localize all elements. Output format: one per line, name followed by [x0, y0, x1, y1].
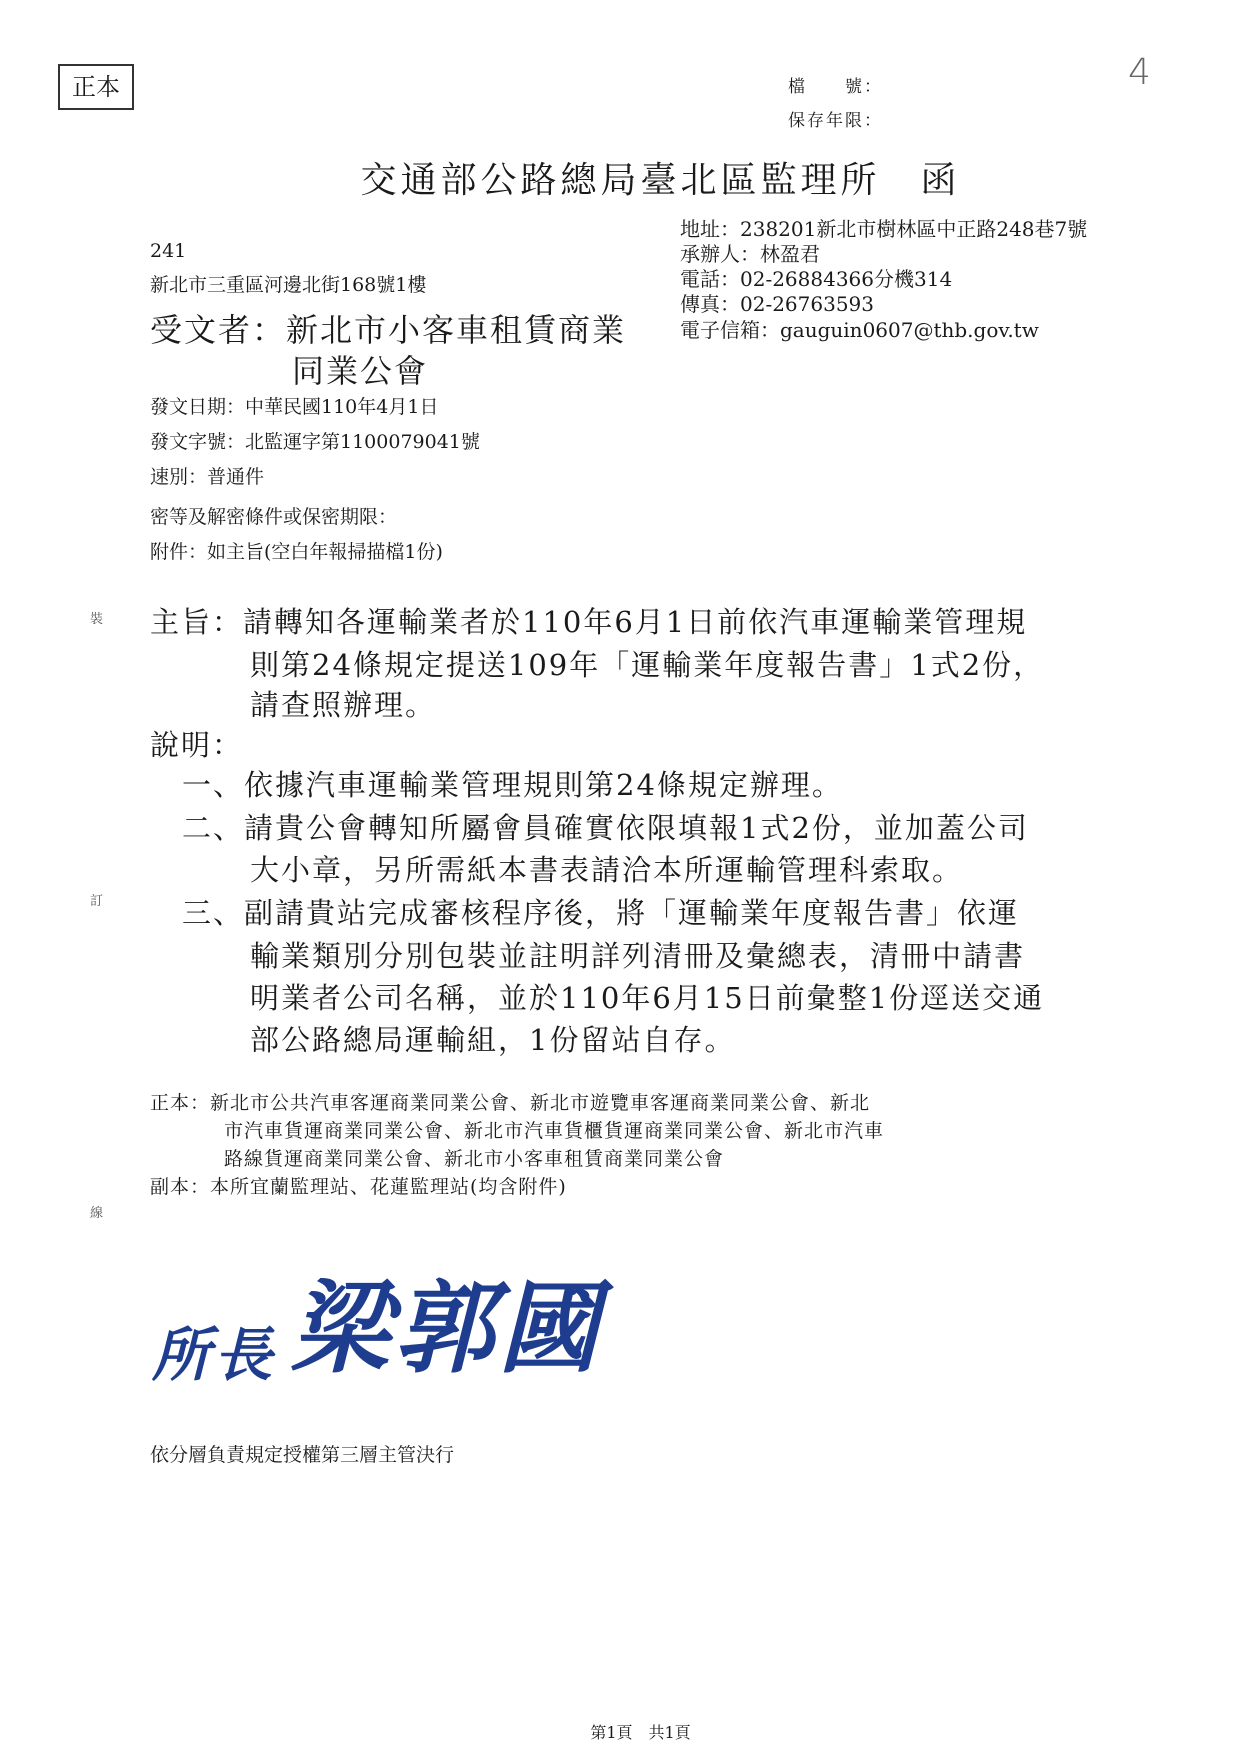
sender-phone: 電話：02-26884366分機314: [680, 267, 953, 291]
explanation-heading: 說明：: [150, 728, 244, 762]
sender-email: 電子信箱：gauguin0607@thb.gov.tw: [680, 318, 1039, 342]
original-recipients-line-3: 路線貨運商業同業公會、新北市小客車租賃商業同業公會: [224, 1148, 725, 1170]
subject-line-2: 則第24條規定提送109年「運輸業年度報告書」1式2份，: [250, 648, 1045, 682]
handwritten-page-number: 4: [1128, 52, 1151, 93]
delegation-note: 依分層負責規定授權第三層主管決行: [150, 1444, 455, 1466]
binding-mark-zhuang: 裝: [90, 612, 104, 627]
copy-type-stamp: 正本: [58, 64, 134, 110]
explanation-item-3-cont-1: 輸業類別分別包裝並註明詳列清冊及彙總表，清冊中請書: [250, 939, 1026, 973]
issue-date: 發文日期：中華民國110年4月1日: [150, 396, 439, 418]
document-title: 交通部公路總局臺北區監理所 函: [360, 160, 961, 201]
page-footer: 第1頁 共1頁: [590, 1723, 691, 1742]
director-signature: [152, 1248, 602, 1392]
retention-label: 保存年限：: [788, 111, 883, 131]
sender-address: 地址：238201新北市樹林區中正路248巷7號: [680, 217, 1088, 241]
explanation-item-2: 二、請貴公會轉知所屬會員確實依限填報1式2份，並加蓋公司: [182, 811, 1029, 845]
binding-mark-xian: 線: [90, 1206, 104, 1221]
explanation-item-3-cont-3: 部公路總局運輸組，1份留站自存。: [250, 1023, 736, 1057]
original-recipients-line-2: 市汽車貨運商業同業公會、新北市汽車貨櫃貨運商業同業公會、新北市汽車: [224, 1120, 885, 1142]
copy-recipients: 副本：本所宜蘭監理站、花蓮監理站(均含附件): [150, 1176, 567, 1198]
priority: 速別：普通件: [150, 466, 265, 488]
recipient-street: 新北市三重區河邊北街168號1樓: [150, 274, 427, 296]
signature-title: 所長: [152, 1321, 277, 1389]
explanation-item-3: 三、副請貴站完成審核程序後，將「運輸業年度報告書」依運: [182, 896, 1020, 930]
binding-mark-ding: 訂: [90, 894, 104, 909]
attachment: 附件：如主旨(空白年報掃描檔1份): [150, 541, 443, 563]
explanation-item-3-cont-2: 明業者公司名稱，並於110年6月15日前彙整1份逕送交通: [250, 981, 1045, 1015]
sender-fax: 傳真：02-26763593: [680, 292, 875, 316]
sender-handler: 承辦人：林盈君: [680, 242, 820, 266]
recipient-postal-code: 241: [150, 240, 187, 262]
explanation-item-1: 一、依據汽車運輸業管理規則第24條規定辦理。: [182, 768, 843, 802]
subject-line-3: 請查照辦理。: [250, 688, 437, 722]
recipient-line-2: 同業公會: [292, 352, 429, 390]
file-number-label: 檔 號：: [788, 77, 883, 97]
recipient-line-1: 受文者：新北市小客車租賃商業: [150, 311, 627, 349]
classification: 密等及解密條件或保密期限：: [150, 506, 398, 528]
subject-line-1: 主旨：請轉知各運輸業者於110年6月1日前依汽車運輸業管理規: [150, 605, 1028, 639]
document-number: 發文字號：北監運字第1100079041號: [150, 431, 480, 453]
explanation-item-2-cont: 大小章，另所需紙本書表請洽本所運輸管理科索取。: [250, 853, 964, 887]
original-recipients-line-1: 正本：新北市公共汽車客運商業同業公會、新北市遊覽車客運商業同業公會、新北: [150, 1092, 871, 1114]
signature-name: 梁郭國: [290, 1269, 603, 1387]
